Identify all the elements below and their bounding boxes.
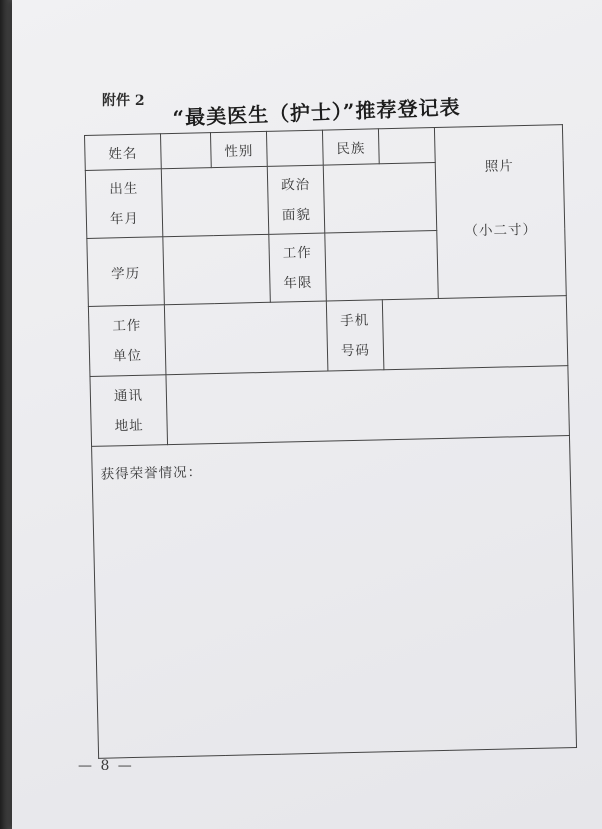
attachment-label: 附件 2 [102, 93, 145, 109]
gender-field[interactable] [266, 130, 323, 166]
birth-field[interactable] [161, 166, 269, 236]
document-page [12, 0, 602, 829]
honors-section[interactable] [92, 436, 577, 759]
political-field[interactable] [323, 163, 437, 234]
political-label: 政治 面貌 [267, 165, 325, 234]
photo-box[interactable] [434, 125, 566, 299]
registration-form [84, 124, 576, 760]
work-unit-label: 工作 单位 [88, 305, 166, 377]
gender-label: 性别 [210, 131, 267, 167]
name-label: 姓名 [85, 134, 162, 171]
photo-size-label: （小二寸） [464, 221, 538, 240]
phone-label: 手机 号码 [326, 300, 384, 371]
work-unit-field[interactable] [164, 301, 328, 375]
work-years-field[interactable] [325, 231, 439, 302]
work-years-label: 工作 年限 [269, 233, 327, 302]
address-field[interactable] [166, 366, 569, 445]
photo-label: 照片 [484, 158, 515, 175]
ethnicity-label: 民族 [322, 129, 379, 165]
honors-label: 获得荣誉情况： [100, 464, 203, 483]
page-number: — 8 — [78, 758, 134, 774]
birth-label: 出生 年月 [85, 169, 163, 239]
phone-field[interactable] [382, 296, 568, 370]
name-field[interactable] [160, 133, 211, 169]
form-title: “最美医生（护士）”推荐登记表 [172, 94, 461, 130]
education-field[interactable] [163, 234, 271, 304]
education-label: 学历 [87, 237, 165, 307]
address-label: 通讯 地址 [90, 375, 168, 447]
ethnicity-field[interactable] [378, 128, 435, 164]
form-table [84, 124, 577, 759]
